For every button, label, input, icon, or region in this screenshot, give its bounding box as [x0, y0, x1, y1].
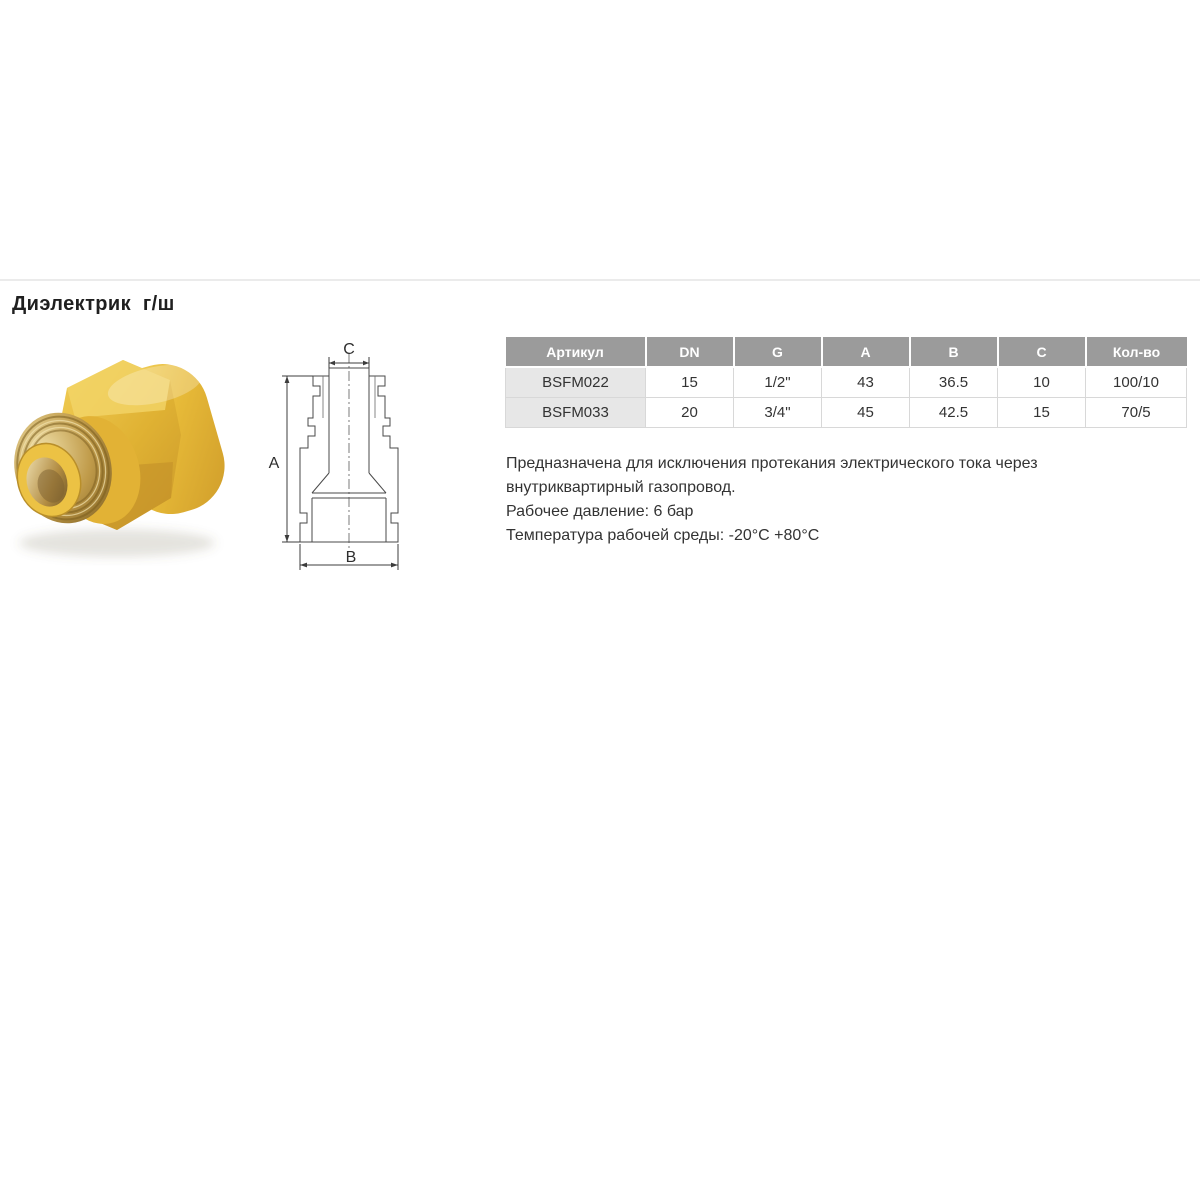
- header-cell-b: B: [910, 337, 998, 367]
- cell-dn: 15: [646, 367, 734, 398]
- page-title: Диэлектрик г/ш: [12, 293, 175, 315]
- cell-qty: 70/5: [1086, 398, 1187, 428]
- header-cell-g: G: [734, 337, 822, 367]
- header-cell-artikul: Артикул: [506, 337, 646, 367]
- product-description: [506, 452, 1038, 548]
- cell-a: 45: [822, 398, 910, 428]
- table-row: [506, 398, 1187, 428]
- dim-label-c: C: [343, 341, 355, 358]
- description-line: внутриквартирный газопровод.: [506, 479, 736, 496]
- table-header-row: [506, 337, 1187, 367]
- cell-qty: 100/10: [1086, 367, 1187, 398]
- cell-g: 3/4": [734, 398, 822, 428]
- header-cell-dn: DN: [646, 337, 734, 367]
- cell-g: 1/2": [734, 367, 822, 398]
- top-divider: [0, 279, 1200, 281]
- cell-artikul: BSFM033: [506, 398, 646, 428]
- cell-b: 36.5: [910, 367, 998, 398]
- dim-label-a: A: [268, 455, 280, 472]
- spec-table: [505, 337, 1187, 428]
- description-line-temperature: Температура рабочей среды: -20°C +80°C: [506, 527, 820, 544]
- header-cell-c: C: [998, 337, 1086, 367]
- description-line-pressure: Рабочее давление: 6 бар: [506, 503, 694, 520]
- header-cell-qty: Кол-во: [1086, 337, 1187, 367]
- cell-b: 42.5: [910, 398, 998, 428]
- cell-dn: 20: [646, 398, 734, 428]
- cell-c: 10: [998, 367, 1086, 398]
- header-cell-a: A: [822, 337, 910, 367]
- description-line: Предназначена для исключения протекания электрического тока через: [506, 455, 1038, 472]
- product-photo-icon: [5, 350, 225, 570]
- cell-artikul: BSFM022: [506, 367, 646, 398]
- table-row: [506, 367, 1187, 398]
- dim-label-b: B: [345, 549, 357, 566]
- cell-c: 15: [998, 398, 1086, 428]
- cell-a: 43: [822, 367, 910, 398]
- dimension-drawing: [265, 340, 410, 580]
